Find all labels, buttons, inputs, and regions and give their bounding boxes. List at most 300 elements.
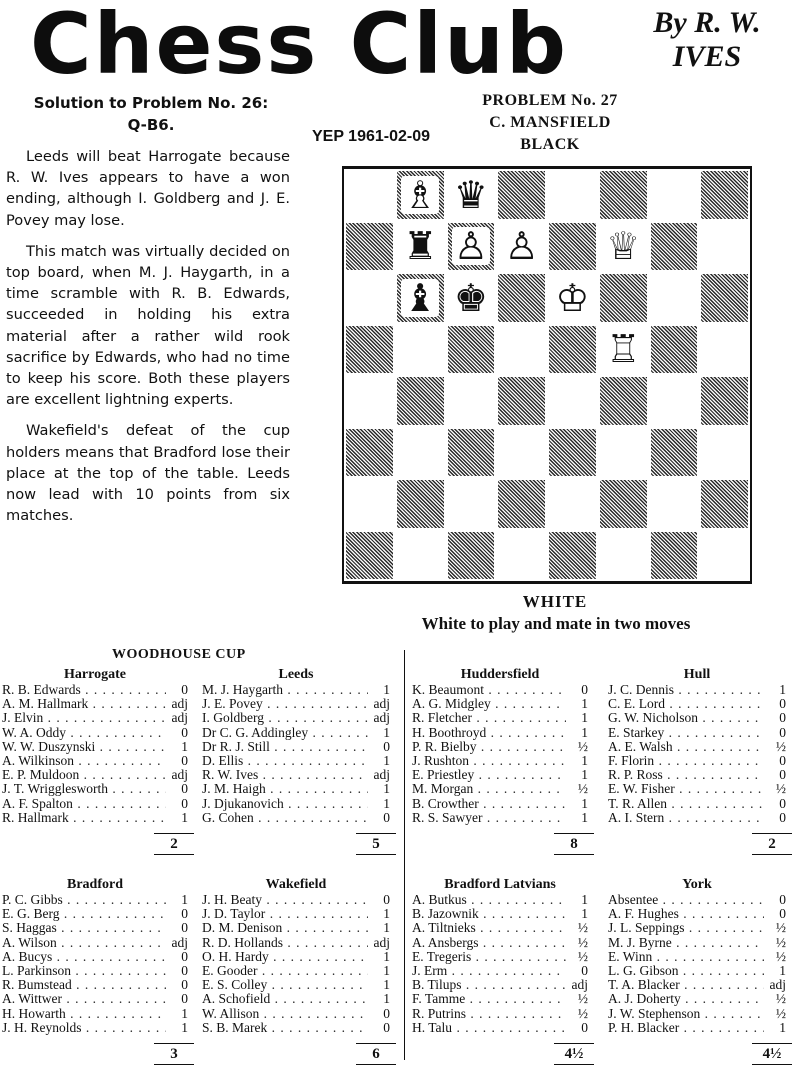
board-square [395,375,446,427]
player-score: 1 [383,782,390,797]
player-score: 0 [181,782,188,797]
board-square [699,169,750,221]
player-score: 0 [779,725,786,740]
player-name: A. G. Midgley . . . [412,697,566,711]
board-square [344,272,395,324]
player-name: R. Fletcher . . . [412,711,566,725]
board-square [344,324,395,376]
board-square [649,478,700,530]
team-name: Bradford [67,877,123,892]
black-rook-icon: ♜ [403,224,438,269]
team-name: York [682,877,712,892]
player-name: A. Ansbergs . . . [412,936,566,950]
board-square [598,272,649,324]
player-score: 0 [779,893,786,907]
player-score: ½ [775,739,786,754]
white-bishop-icon: ♗ [403,172,438,217]
list-item [412,950,588,964]
list-item [412,754,588,768]
player-name: G. Cohen . . . [202,811,368,825]
list-item [608,1007,786,1021]
white-pawn-icon: ♙ [453,224,488,269]
list-item [202,726,390,740]
list-item [2,921,188,935]
player-name: P. R. Bielby . . . [412,740,566,754]
board-square [699,375,750,427]
player-name: E. P. Muldoon . . . [2,768,166,782]
player-score: 1 [779,683,786,697]
player-name: M. Morgan . . . [412,782,566,796]
list-item [202,683,390,697]
player-name: J. H. Reynolds . . . [2,1021,166,1035]
list-item [2,754,188,768]
list-item [608,992,786,1006]
board-square [547,324,598,376]
player-name: O. H. Hardy . . . [202,950,368,964]
player-score: 1 [581,768,588,783]
solution-heading [6,92,296,136]
list-item [202,811,390,825]
player-score: 0 [181,753,188,768]
player-score: 0 [581,683,588,697]
list-item [202,697,390,711]
player-score: 0 [383,739,390,754]
black-queen-icon: ♛ [453,172,488,217]
player-name: P. C. Gibbs . . . [2,893,166,907]
player-name: G. W. Nicholson . . . [608,711,764,725]
player-score: ½ [577,935,588,950]
board-square [344,478,395,530]
player-score: 0 [779,810,786,825]
board-square [446,478,497,530]
board-square [395,324,446,376]
player-name: A. Schofield . . . [202,992,368,1006]
player-name: J. D. Taylor . . . [202,907,368,921]
list-item [2,797,188,811]
player-name: J. Rushton . . . [412,754,566,768]
player-score: 0 [383,810,390,825]
player-name: F. Tamme . . . [412,992,566,1006]
player-name: E. G. Berg . . . [2,907,166,921]
cup-title: WOODHOUSE CUP [112,647,246,662]
player-score: 1 [581,725,588,740]
board-square [598,169,649,221]
list-item [608,768,786,782]
list-item [608,936,786,950]
player-score: 1 [383,992,390,1007]
team-total: 2 [154,833,194,855]
board-square [344,221,395,273]
team-name: Wakefield [265,877,327,892]
team-total: 4½ [752,1043,792,1065]
board-square [446,272,497,324]
player-name: A. Wittwer . . . [2,992,166,1006]
list-item [202,936,390,950]
list-item [2,711,188,725]
board-square [547,427,598,479]
board-square [649,169,700,221]
list-item [412,797,588,811]
team-name: Harrogate [64,667,126,682]
player-score: 1 [383,949,390,964]
list-item [608,893,786,907]
list-item [608,797,786,811]
player-name: R. D. Hollands . . . [202,936,368,950]
board-square [547,221,598,273]
player-score: ½ [775,782,786,797]
player-name: H. Talu . . . [412,1021,566,1035]
player-score: 1 [383,725,390,740]
board-square [446,221,497,273]
player-name: H. Boothroyd . . . [412,726,566,740]
list-item [202,711,390,725]
list-item [608,907,786,921]
player-name: B. Tilups . . . [412,978,566,992]
player-name: D. M. Denison . . . [202,921,368,935]
problem-caption: White to play and mate in two moves [421,614,691,633]
player-name: R. P. Ross . . . [608,768,764,782]
board-square [699,530,750,582]
masthead-title: Chess Club [30,0,569,93]
player-score: 0 [181,725,188,740]
player-name: J. M. Haigh . . . [202,782,368,796]
team-block [2,666,188,825]
list-item [2,893,188,907]
player-score: 0 [383,1020,390,1035]
list-item [608,978,786,992]
player-score: 1 [581,810,588,825]
white-pawn-icon: ♙ [504,224,539,269]
player-score: 1 [383,921,390,936]
player-name: J. Erm . . . [412,964,566,978]
board-square [699,272,750,324]
board-square [547,272,598,324]
board-square [496,169,547,221]
white-king-icon: ♔ [555,275,590,320]
list-item [608,740,786,754]
byline-line-1: By R. W. [653,6,761,39]
board-square [395,272,446,324]
player-name: W. A. Oddy . . . [2,726,166,740]
problem-white-label: WHITE [522,592,588,611]
player-score: ½ [577,992,588,1007]
player-score: 1 [581,697,588,712]
list-item [608,1021,786,1035]
board-square [446,530,497,582]
player-score: ½ [577,782,588,797]
player-name: T. A. Blacker . . . [608,978,764,992]
article-paragraph-1: Leeds will beat Harrogate because R. W. Ives appears to have a won ending, although I. Goldberg and J. E. Povey may lose. [6,148,290,229]
list-item [202,782,390,796]
player-score: adj [171,697,188,712]
player-score: 0 [383,1006,390,1021]
team-total: 2 [752,833,792,855]
list-item [608,782,786,796]
player-score: 1 [779,1020,786,1035]
board-square [395,530,446,582]
problem-black-label: BLACK [520,136,580,153]
board-square [598,375,649,427]
player-score: ½ [577,949,588,964]
board-square [446,169,497,221]
article-body [6,146,290,536]
player-name: J. Elvin . . . [2,711,166,725]
player-score: adj [171,935,188,950]
player-name: J. W. Stephenson . . . [608,1007,764,1021]
board-square [598,427,649,479]
list-item [608,964,786,978]
list-item [202,992,390,1006]
problem-composer: C. MANSFIELD [489,114,611,131]
list-item [2,978,188,992]
player-score: 1 [581,796,588,811]
player-score: 0 [581,963,588,978]
list-item [412,992,588,1006]
list-item [412,921,588,935]
list-item [2,782,188,796]
chess-board [342,166,752,584]
board-square [649,324,700,376]
list-item [2,697,188,711]
team-block [202,876,390,1035]
player-name: E. Tregeris . . . [412,950,566,964]
player-score: 0 [181,683,188,697]
player-name: A. E. Walsh . . . [608,740,764,754]
player-name: A. F. Hughes . . . [608,907,764,921]
player-name: P. H. Blacker . . . [608,1021,764,1035]
player-name: R. B. Edwards . . . [2,683,166,697]
player-name: R. Putrins . . . [412,1007,566,1021]
byline-line-2: IVES [672,40,742,73]
player-score: 0 [779,697,786,712]
board-square [649,427,700,479]
board-square [598,221,649,273]
player-name: J. E. Povey . . . [202,697,368,711]
list-item [2,683,188,697]
team-block [412,876,588,1035]
list-item [412,978,588,992]
white-rook-icon: ♖ [606,327,641,372]
list-item [608,697,786,711]
list-item [202,907,390,921]
player-name: A. Wilson . . . [2,936,166,950]
board-square [446,427,497,479]
list-item [412,711,588,725]
black-king-icon: ♚ [453,275,488,320]
player-name: F. Florin . . . [608,754,764,768]
list-item [608,921,786,935]
player-score: ½ [577,739,588,754]
problem-header [440,90,660,156]
player-name: L. Parkinson . . . [2,964,166,978]
list-item [2,907,188,921]
team-block [412,666,588,825]
list-item [412,697,588,711]
list-item [608,711,786,725]
list-item [202,797,390,811]
player-score: adj [373,768,390,783]
list-item [202,740,390,754]
player-score: ½ [775,949,786,964]
player-score: adj [373,711,390,726]
player-score: 0 [181,921,188,936]
list-item [412,768,588,782]
player-score: 1 [779,963,786,978]
team-block [608,666,786,825]
list-item [2,811,188,825]
player-name: B. Jazownik . . . [412,907,566,921]
player-name: J. L. Seppings . . . [608,921,764,935]
list-item [2,768,188,782]
list-item [608,811,786,825]
player-score: ½ [775,921,786,936]
player-score: 0 [779,753,786,768]
list-item [412,1007,588,1021]
board-square [496,427,547,479]
player-score: adj [171,768,188,783]
team-name: Hull [683,667,711,682]
list-item [412,683,588,697]
player-score: adj [769,978,786,993]
player-name: S. Haggas . . . [2,921,166,935]
board-square [547,530,598,582]
player-name: J. Djukanovich . . . [202,797,368,811]
player-score: 1 [181,893,188,907]
board-square [496,478,547,530]
list-item [412,936,588,950]
board-square [598,530,649,582]
player-score: 1 [181,739,188,754]
player-score: ½ [775,1006,786,1021]
player-score: 1 [383,796,390,811]
player-score: 1 [383,963,390,978]
player-score: 0 [779,796,786,811]
player-name: J. T. Wrigglesworth . . . [2,782,166,796]
list-item [2,964,188,978]
player-name: A. Tiltnieks . . . [412,921,566,935]
player-score: 1 [181,1006,188,1021]
white-queen-icon: ♕ [606,224,641,269]
list-item [608,683,786,697]
board-square [598,324,649,376]
board-square [598,478,649,530]
player-score: ½ [775,992,786,1007]
list-item [412,740,588,754]
player-score: 0 [181,907,188,922]
board-square [395,169,446,221]
player-name: M. J. Byrne . . . [608,936,764,950]
player-score: 1 [383,907,390,922]
board-square [496,375,547,427]
board-square [547,375,598,427]
player-name: J. H. Beaty . . . [202,893,368,907]
player-name: R. W. Ives . . . [202,768,368,782]
board-square [649,375,700,427]
board-square [496,530,547,582]
player-score: 0 [181,978,188,993]
player-score: 1 [383,683,390,697]
player-name: Dr R. J. Still . . . [202,740,368,754]
player-name: A. Wilkinson . . . [2,754,166,768]
player-name: E. S. Colley . . . [202,978,368,992]
player-name: H. Howarth . . . [2,1007,166,1021]
list-item [412,893,588,907]
board-square [649,221,700,273]
board-square [395,221,446,273]
team-total: 8 [554,833,594,855]
player-score: adj [373,935,390,950]
board-square [547,478,598,530]
player-score: 0 [779,768,786,783]
player-name: J. C. Dennis . . . [608,683,764,697]
player-name: E. Gooder . . . [202,964,368,978]
list-item [202,754,390,768]
player-name: E. Winn . . . [608,950,764,964]
player-name: A. M. Hallmark . . . [2,697,166,711]
column-divider [404,650,405,1060]
board-square [344,427,395,479]
list-item [412,907,588,921]
list-item [202,978,390,992]
list-item [2,1021,188,1035]
board-square [496,324,547,376]
team-name: Bradford Latvians [444,877,556,892]
list-item [608,950,786,964]
team-total: 3 [154,1043,194,1065]
player-score: ½ [577,921,588,936]
player-score: 0 [181,949,188,964]
player-score: 0 [181,963,188,978]
board-square [699,478,750,530]
player-score: 0 [383,893,390,907]
player-name: R. S. Sawyer . . . [412,811,566,825]
list-item [202,921,390,935]
player-score: ½ [577,1006,588,1021]
player-name: A. I. Stern . . . [608,811,764,825]
board-square [446,324,497,376]
list-item [202,950,390,964]
player-name: M. J. Haygarth . . . [202,683,368,697]
list-item [2,740,188,754]
date-stamp: YEP 1961-02-09 [312,128,431,145]
list-item [412,964,588,978]
board-square [699,324,750,376]
list-item [202,1007,390,1021]
player-name: I. Goldberg . . . [202,711,368,725]
player-score: 1 [181,810,188,825]
player-name: T. R. Allen . . . [608,797,764,811]
black-bishop-icon: ♝ [403,275,438,320]
board-square [699,221,750,273]
team-block [202,666,390,825]
player-name: A. Bucys . . . [2,950,166,964]
article-paragraph-3: Wakefield's defeat of the cup holders means that Bradford lose their place at the top of the table. Leeds now lead with 10 points from six matches. [6,422,290,525]
player-score: 1 [581,907,588,922]
player-score: ½ [775,935,786,950]
player-name: D. Ellis . . . [202,754,368,768]
list-item [202,893,390,907]
player-score: 1 [181,1020,188,1035]
problem-title: PROBLEM No. 27 [482,92,618,109]
player-name: A. F. Spalton . . . [2,797,166,811]
list-item [608,754,786,768]
board-square [344,375,395,427]
list-item [2,992,188,1006]
player-name: Absentee . . . [608,893,764,907]
player-score: 1 [383,978,390,993]
player-score: 1 [383,753,390,768]
player-score: 0 [581,1020,588,1035]
